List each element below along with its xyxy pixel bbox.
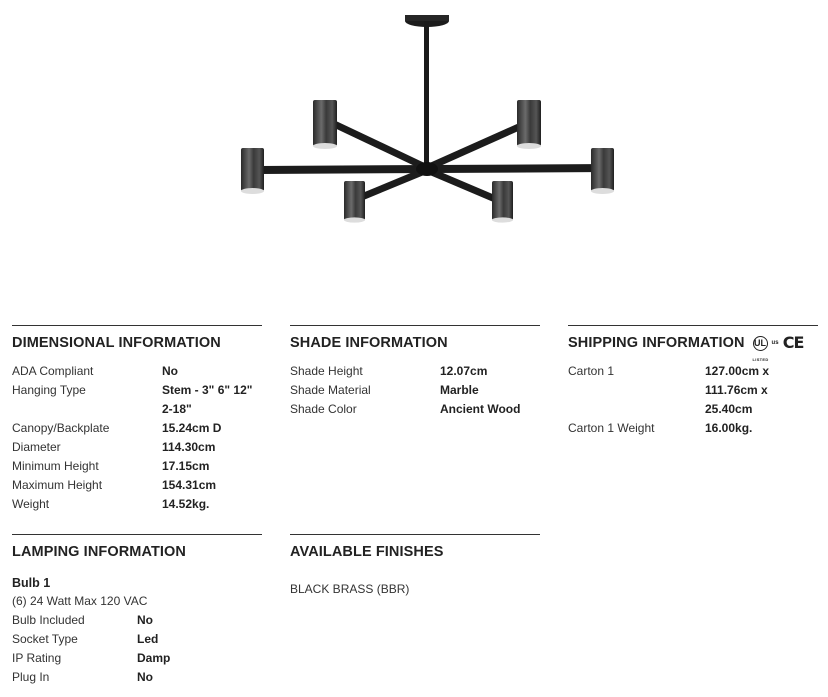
spec-value: 16.00kg. — [705, 421, 753, 435]
spec-value: No — [137, 670, 153, 684]
shade-table — [290, 362, 540, 419]
bulb-description: (6) 24 Watt Max 120 VAC — [12, 594, 148, 608]
shade-right-outer — [591, 148, 614, 194]
arms — [260, 122, 610, 201]
shade-front-left — [344, 181, 365, 223]
spec-label: Weight — [12, 497, 50, 511]
spec-label: Plug In — [12, 670, 50, 684]
spec-value: No — [137, 613, 153, 627]
spec-label: Maximum Height — [12, 478, 103, 492]
shipping-title: SHIPPING INFORMATION — [568, 335, 745, 351]
section-divider — [12, 534, 262, 535]
spec-value: 14.52kg. — [162, 497, 210, 511]
spec-value: No — [162, 364, 178, 378]
spec-value: 114.30cm — [162, 440, 216, 454]
spec-label: Carton 1 — [568, 364, 615, 378]
spec-label: Shade Color — [290, 402, 357, 416]
spec-row — [12, 362, 262, 381]
spec-value: 17.15cm — [162, 459, 210, 473]
spec-row — [568, 362, 818, 419]
dimensional-table — [12, 362, 262, 514]
shade-back-left — [313, 100, 337, 149]
spec-value: 12.07cm — [440, 364, 488, 378]
spec-value: Led — [137, 632, 159, 646]
spec-label: Socket Type — [12, 632, 78, 646]
spec-value: Stem - 3" 6" 12" 2-18" — [162, 383, 253, 416]
shipping-table — [568, 362, 818, 438]
section-title: AVAILABLE FINISHES — [290, 544, 444, 560]
spec-row — [12, 381, 262, 419]
lamping-section — [12, 534, 262, 687]
spec-value: Ancient Wood — [440, 402, 521, 416]
spec-value: Marble — [440, 383, 479, 397]
chandelier-product-image — [230, 5, 620, 225]
section-divider — [12, 325, 262, 326]
section-divider — [290, 325, 540, 326]
dimensional-section — [12, 325, 262, 514]
shade-section — [290, 325, 540, 419]
section-divider — [568, 325, 818, 326]
spec-row — [12, 438, 262, 457]
spec-row — [290, 381, 540, 400]
finishes-section — [290, 534, 540, 599]
spec-row — [12, 668, 262, 687]
spec-row — [290, 362, 540, 381]
spec-row — [12, 476, 262, 495]
spec-row — [568, 419, 818, 438]
ul-us-mark: us — [771, 340, 779, 347]
lamping-table — [12, 611, 262, 687]
spec-label: Carton 1 Weight — [568, 421, 655, 435]
ce-mark-icon: CE — [782, 333, 804, 353]
spec-value: 154.31cm — [162, 478, 217, 492]
section-title: DIMENSIONAL INFORMATION — [12, 335, 221, 351]
spec-label: Canopy/Backplate — [12, 421, 110, 435]
finishes-list — [290, 580, 540, 599]
spec-row — [290, 400, 540, 419]
spec-row — [12, 649, 262, 668]
spec-label: Bulb Included — [12, 613, 85, 627]
spec-label: Shade Height — [290, 364, 363, 378]
shade-left-outer — [241, 148, 264, 194]
spec-label: ADA Compliant — [12, 364, 94, 378]
section-divider — [290, 534, 540, 535]
spec-value: 127.00cm x 111.76cm x 25.40cm — [705, 364, 770, 416]
certification-marks — [752, 332, 804, 362]
spec-row — [12, 630, 262, 649]
shade-back-right — [517, 100, 541, 149]
spec-label: Diameter — [12, 440, 61, 454]
section-title: LAMPING INFORMATION — [12, 544, 187, 560]
shipping-section — [568, 325, 818, 438]
spec-row — [12, 611, 262, 630]
bulb-title: Bulb 1 — [12, 576, 51, 590]
ul-listed-icon: UL LISTED — [752, 337, 769, 362]
spec-label: IP Rating — [12, 651, 62, 665]
spec-label: Minimum Height — [12, 459, 99, 473]
spec-row — [12, 495, 262, 514]
spec-value: 15.24cm D — [162, 421, 222, 435]
shade-front-right — [492, 181, 513, 223]
spec-label: Hanging Type — [12, 383, 86, 397]
spec-value: Damp — [137, 651, 171, 665]
section-title: SHADE INFORMATION — [290, 335, 448, 351]
section-title — [568, 332, 818, 362]
spec-label: Shade Material — [290, 383, 371, 397]
spec-row — [12, 457, 262, 476]
stem — [424, 21, 429, 169]
finish-item: BLACK BRASS (BBR) — [290, 582, 410, 596]
hub — [416, 162, 438, 176]
spec-row — [12, 419, 262, 438]
